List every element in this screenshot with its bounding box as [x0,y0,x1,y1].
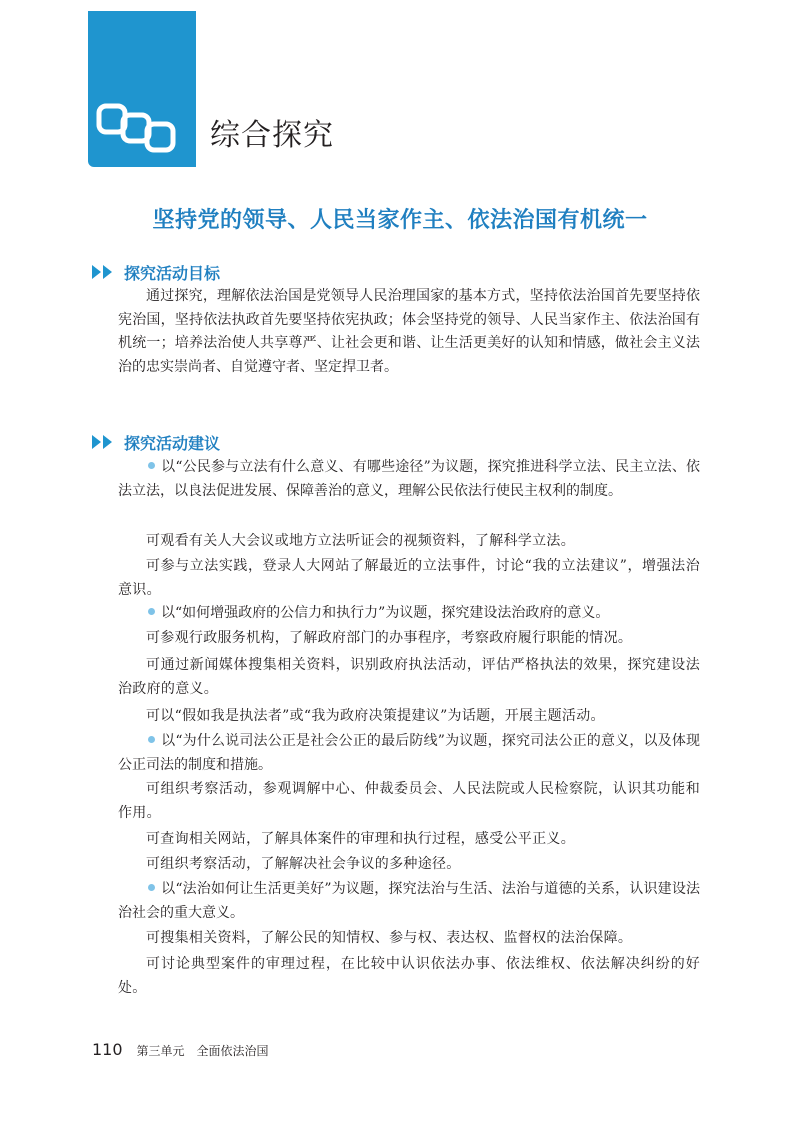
activity-note: 可搜集相关资料，了解公民的知情权、参与权、表达权、监督权的法治保障。 [146,930,633,946]
double-arrow-icon [92,265,116,279]
activity-note: 可查询相关网站，了解具体案件的审理和执行过程，感受公平正义。 [146,831,575,847]
page-number: 110 [92,1040,123,1059]
suggestions-heading-label: 探究活动建议 [124,433,221,453]
bullet-dot-icon [148,608,155,615]
suggestion-topic-1: 以“公民参与立法有什么意义、有哪些途径”为议题，探究推进科学立法、民主立法、依法立法，以良法促进发展、保障善治的意义，理解公民依法行使民主权利的制度。 [118,459,700,499]
activity-note: 可参与立法实践，登录人大网站了解最近的立法事件，讨论“我的立法建议”，增强法治意识。 [118,558,700,598]
goals-paragraph: 通过探究，理解依法治国是党领导人民治理国家的基本方式，坚持依法治国首先要坚持依宪治国，坚持依法执政首先要坚持依宪执政；体会坚持党的领导、人民当家作主、依法治国有机统一；培养法治使人共享尊严、让社会更和谐、让生活更美好的认知和情感，做社会主义法治的忠实崇尚者、自觉遵守者、坚定捍卫者。 [118,288,700,375]
section-title: 综合探究 [210,118,334,153]
unit-label: 第三单元 全面依法治国 [136,1044,269,1058]
suggestions-heading [92,431,220,453]
section-header-block [88,11,196,167]
double-arrow-icon [92,435,116,449]
linked-squares-icon [96,103,186,153]
bullet-dot-icon [148,736,155,743]
activity-note: 可参观行政服务机构，了解政府部门的办事程序，考察政府履行职能的情况。 [146,630,633,646]
activity-note: 可组织考察活动，参观调解中心、仲裁委员会、人民法院或人民检察院，认识其功能和作用。 [118,781,700,821]
topic-title: 坚持党的领导、人民当家作主、依法治国有机统一 [152,207,648,233]
bullet-dot-icon [148,884,155,891]
goals-heading [92,261,220,283]
suggestion-topic-3: 以“为什么说司法公正是社会公正的最后防线”为议题，探究司法公正的意义，以及体现公正司法的制度和措施。 [118,733,700,773]
activity-note: 可以“假如我是执法者”或“我为政府决策提建议”为话题，开展主题活动。 [146,708,605,724]
activity-note: 可观看有关人大会议或地方立法听证会的视频资料，了解科学立法。 [146,533,575,549]
activity-note: 可组织考察活动，了解解决社会争议的多种途径。 [146,856,461,872]
activity-note: 可通过新闻媒体搜集相关资料，识别政府执法活动，评估严格执法的效果，探究建设法治政府的意义。 [118,657,700,697]
suggestion-topic-4: 以“法治如何让生活更美好”为议题，探究法治与生活、法治与道德的关系，认识建设法治社会的重大意义。 [118,881,700,921]
suggestion-topic-2: 以“如何增强政府的公信力和执行力”为议题，探究建设法治政府的意义。 [118,602,700,626]
activity-note: 可讨论典型案件的审理过程，在比较中认识依法办事、依法维权、依法解决纠纷的好处。 [118,956,700,996]
goals-heading-label: 探究活动目标 [124,263,221,283]
page-footer [92,1040,269,1059]
bullet-dot-icon [148,462,155,469]
